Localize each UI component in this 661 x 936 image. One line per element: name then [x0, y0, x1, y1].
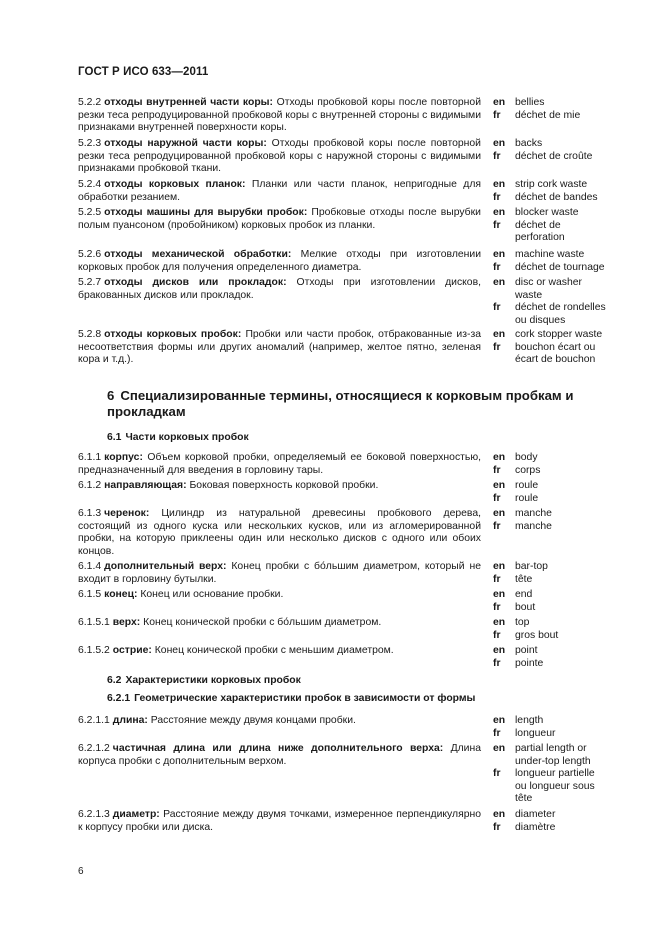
en-equivalent-row — [493, 809, 633, 822]
term-equivalents — [493, 561, 633, 586]
fr-term: roule — [515, 492, 539, 504]
en-equivalent-row — [493, 290, 633, 303]
en-term: backs — [515, 138, 543, 149]
fr-equivalent-row — [493, 521, 633, 534]
term-name: отходы внутренней части коры: — [104, 97, 274, 108]
term-name: длина: — [112, 715, 148, 726]
en-equivalent-row — [493, 589, 633, 602]
section-number: 6 — [107, 388, 115, 403]
term-equivalents — [493, 179, 633, 204]
term-text: Расстояние между двумя точками, измеренное перпендикулярно к корпусу пробки или диска. — [78, 809, 481, 833]
fr-equivalent-row — [493, 465, 633, 478]
term-number: 6.1.5.1 — [78, 617, 110, 628]
term-definition — [78, 207, 481, 232]
term-name: отходы дисков или прокладок: — [104, 277, 287, 288]
language-code: fr — [493, 821, 501, 833]
en-equivalent-row — [493, 561, 633, 574]
term-number: 5.2.3 — [78, 138, 102, 149]
subsection-title: Характеристики корковых пробок — [125, 675, 301, 686]
fr-term: longueur partielle — [515, 768, 595, 780]
fr-term: déchet de croûte — [515, 150, 593, 162]
en-term: disc or washer — [515, 277, 582, 288]
term-definition — [78, 179, 481, 204]
term-equivalents — [493, 589, 633, 614]
en-term: bar-top — [515, 561, 548, 572]
section-title: Специализированные термины, относящиеся к корковым пробкам и прокладкам — [107, 388, 574, 419]
term-definition — [78, 480, 481, 493]
term-name: острие: — [112, 645, 152, 656]
term-number: 6.1.5 — [78, 589, 102, 600]
fr-term: déchet de tournage — [515, 261, 605, 273]
en-term: body — [515, 452, 538, 463]
en-equivalent-row — [493, 207, 633, 220]
language-code: en — [493, 452, 506, 463]
en-equivalent-row — [493, 617, 633, 630]
en-term: end — [515, 589, 533, 600]
en-equivalent-row — [493, 249, 633, 262]
term-equivalents — [493, 743, 633, 806]
term-number: 5.2.2 — [78, 97, 102, 108]
fr-term: ou longueur sous — [515, 780, 595, 792]
fr-equivalent-row — [493, 793, 633, 806]
en-term: under-top length — [515, 755, 591, 767]
en-equivalent-row — [493, 645, 633, 658]
term-name: диаметр: — [112, 809, 160, 820]
fr-equivalent-row — [493, 232, 633, 245]
language-code: en — [493, 715, 506, 726]
term-equivalents — [493, 249, 633, 274]
language-code: en — [493, 508, 506, 519]
language-code — [493, 290, 515, 303]
document-header: ГОСТ Р ИСО 633—2011 — [78, 66, 209, 78]
fr-term: déchet de bandes — [515, 191, 598, 203]
fr-equivalent-row — [493, 781, 633, 794]
language-code: fr — [493, 464, 501, 476]
language-code: en — [493, 249, 506, 260]
en-equivalent-row — [493, 743, 633, 756]
term-text: Боковая поверхность корковой пробки. — [189, 480, 379, 491]
en-equivalent-row — [493, 179, 633, 192]
term-text: Отходы пробковой коры после повторной резки теса репродуцированной пробковой коры с внутренней стороны с видимыми признаками внутренней поверхности коры. — [78, 97, 482, 134]
language-code: fr — [493, 109, 501, 121]
section-heading-6 — [107, 388, 587, 419]
language-code: fr — [493, 768, 501, 780]
language-code: en — [493, 809, 506, 820]
en-term: bellies — [515, 97, 545, 108]
term-number: 6.1.1 — [78, 452, 102, 463]
fr-equivalent-row — [493, 768, 633, 781]
language-code: fr — [493, 601, 501, 613]
language-code: en — [493, 207, 506, 218]
term-name: отходы механической обработки: — [104, 249, 292, 260]
en-term: manche — [515, 508, 552, 519]
fr-term: perforation — [515, 232, 565, 244]
term-definition — [78, 645, 481, 658]
term-text: Конец или основание пробки. — [140, 589, 284, 600]
subsection-title: Геометрические характеристики пробок в зависимости от формы — [134, 693, 476, 704]
language-code: fr — [493, 219, 501, 231]
term-name: верх: — [112, 617, 141, 628]
language-code — [493, 232, 515, 245]
subsection-heading-6-1 — [107, 432, 249, 443]
fr-term: tête — [515, 573, 533, 585]
fr-term: corps — [515, 464, 541, 476]
page-number: 6 — [78, 866, 84, 877]
term-number: 6.1.5.2 — [78, 645, 110, 656]
language-code: fr — [493, 261, 501, 273]
term-number: 5.2.5 — [78, 207, 102, 218]
fr-term: tête — [515, 793, 533, 805]
language-code: fr — [493, 629, 501, 641]
term-equivalents — [493, 329, 633, 367]
term-equivalents — [493, 97, 633, 122]
term-name: частичная длина или длина ниже дополнительного верха: — [112, 743, 444, 754]
language-code — [493, 354, 515, 367]
en-equivalent-row — [493, 138, 633, 151]
fr-equivalent-row — [493, 658, 633, 671]
subsection-number: 6.2 — [107, 675, 122, 686]
fr-equivalent-row — [493, 220, 633, 233]
fr-term: ou disques — [515, 314, 566, 326]
fr-term: bout — [515, 601, 536, 613]
en-equivalent-row — [493, 329, 633, 342]
term-text: Цилиндр из натуральной древесины пробкового дерева, состоящий из одного куска или нескольких кусков, или из агломерированной пробки, на которую приклеены один или несколько дисков с одного или обоих концов. — [78, 508, 481, 557]
language-code: en — [493, 277, 506, 288]
fr-equivalent-row — [493, 342, 633, 355]
fr-equivalent-row — [493, 602, 633, 615]
en-equivalent-row — [493, 277, 633, 290]
term-equivalents — [493, 617, 633, 642]
en-term: strip cork waste — [515, 179, 588, 190]
language-code — [493, 793, 515, 806]
en-term: cork stopper waste — [515, 329, 603, 340]
term-number: 6.1.3 — [78, 508, 102, 519]
term-name: конец: — [104, 589, 138, 600]
en-equivalent-row — [493, 508, 633, 521]
fr-equivalent-row — [493, 192, 633, 205]
term-equivalents — [493, 715, 633, 740]
subsection-number: 6.1 — [107, 432, 122, 443]
fr-term: déchet de mie — [515, 109, 581, 121]
language-code — [493, 315, 515, 328]
fr-term: écart de bouchon — [515, 354, 596, 366]
term-definition — [78, 715, 481, 728]
term-equivalents — [493, 809, 633, 834]
term-text: Пробковые отходы после вырубки полым пуансоном (пробойником) корковых пробок из планки. — [78, 207, 481, 231]
term-definition — [78, 809, 481, 834]
term-name: черенок: — [104, 508, 150, 519]
en-term: waste — [515, 289, 543, 301]
en-term: roule — [515, 480, 539, 491]
subsection-number: 6.2.1 — [107, 693, 131, 704]
fr-equivalent-row — [493, 302, 633, 315]
subsection-heading-6-2 — [107, 675, 301, 686]
term-definition — [78, 589, 481, 602]
term-definition — [78, 743, 481, 768]
en-term: point — [515, 645, 538, 656]
term-definition — [78, 452, 481, 477]
term-number: 5.2.7 — [78, 277, 102, 288]
term-equivalents — [493, 277, 633, 327]
term-definition — [78, 561, 481, 586]
term-definition — [78, 277, 481, 302]
language-code: fr — [493, 492, 501, 504]
term-name: отходы корковых пробок: — [104, 329, 242, 340]
fr-term: pointe — [515, 657, 544, 669]
fr-term: longueur — [515, 727, 556, 739]
subsection-title: Части корковых пробок — [125, 432, 249, 443]
en-equivalent-row — [493, 756, 633, 769]
en-term: partial length or — [515, 743, 587, 754]
term-text: Пробки или части пробок, отбракованные из-за несоответствия формы или других аномалий (например, желтое пятно, зеленая кора и т.д.). — [78, 329, 481, 366]
term-number: 5.2.8 — [78, 329, 102, 340]
term-name: отходы машины для вырубки пробок: — [104, 207, 308, 218]
en-equivalent-row — [493, 97, 633, 110]
term-definition — [78, 617, 481, 630]
term-text: Расстояние между двумя концами пробки. — [150, 715, 356, 726]
term-text: Отходы при изготовлении дисков, бракованных дисков или прокладок. — [78, 277, 481, 301]
fr-term: bouchon écart ou — [515, 341, 596, 353]
en-term: length — [515, 715, 544, 726]
term-number: 6.2.1.2 — [78, 743, 110, 754]
language-code: fr — [493, 727, 501, 739]
term-name: направляющая: — [104, 480, 187, 491]
term-text: Объем корковой пробки, определяемый ее боковой поверхностью, предназначенный для введения в горловину тары. — [78, 452, 481, 476]
fr-term: gros bout — [515, 629, 559, 641]
fr-equivalent-row — [493, 262, 633, 275]
language-code: en — [493, 138, 506, 149]
fr-equivalent-row — [493, 822, 633, 835]
term-name: дополнительный верх: — [104, 561, 227, 572]
term-number: 5.2.6 — [78, 249, 102, 260]
en-term: machine waste — [515, 249, 585, 260]
language-code: en — [493, 561, 506, 572]
language-code: fr — [493, 150, 501, 162]
language-code: en — [493, 743, 506, 754]
en-equivalent-row — [493, 452, 633, 465]
term-equivalents — [493, 480, 633, 505]
term-text: Длина корпуса пробки с дополнительным верхом. — [78, 743, 481, 767]
en-equivalent-row — [493, 480, 633, 493]
en-equivalent-row — [493, 715, 633, 728]
term-definition — [78, 138, 481, 176]
term-number: 6.1.4 — [78, 561, 102, 572]
term-text: Мелкие отходы при изготовлении корковых пробок для получения определенного диаметра. — [78, 249, 482, 273]
fr-equivalent-row — [493, 354, 633, 367]
fr-term: manche — [515, 520, 552, 532]
language-code: en — [493, 97, 506, 108]
term-name: корпус: — [104, 452, 143, 463]
fr-equivalent-row — [493, 493, 633, 506]
subsection-heading-6-2-1 — [107, 693, 475, 704]
language-code: fr — [493, 520, 501, 532]
term-equivalents — [493, 452, 633, 477]
term-name: отходы наружной части коры: — [104, 138, 267, 149]
language-code: en — [493, 645, 506, 656]
language-code: en — [493, 179, 506, 190]
term-text: Конец конической пробки с бо́льшим диаметром. — [143, 617, 382, 628]
en-term: top — [515, 617, 530, 628]
fr-term: déchet de — [515, 219, 561, 231]
term-text: Планки или части планок, непригодные для обработки резанием. — [78, 179, 482, 203]
fr-equivalent-row — [493, 728, 633, 741]
language-code: en — [493, 329, 506, 340]
language-code: fr — [493, 657, 501, 669]
term-equivalents — [493, 138, 633, 163]
term-number: 5.2.4 — [78, 179, 102, 190]
language-code: fr — [493, 302, 501, 314]
term-text: Конец конической пробки с меньшим диаметром. — [154, 645, 394, 656]
language-code: fr — [493, 191, 501, 203]
language-code: en — [493, 589, 506, 600]
fr-equivalent-row — [493, 110, 633, 123]
term-number: 6.2.1.3 — [78, 809, 110, 820]
term-equivalents — [493, 207, 633, 245]
term-definition — [78, 249, 481, 274]
language-code: fr — [493, 573, 501, 585]
term-definition — [78, 329, 481, 367]
fr-equivalent-row — [493, 151, 633, 164]
language-code: en — [493, 617, 506, 628]
fr-term: déchet de rondelles — [515, 302, 606, 314]
term-definition — [78, 97, 481, 135]
term-equivalents — [493, 508, 633, 533]
term-text: Конец пробки с бо́льшим диаметром, который не входит в горловину бутылки. — [78, 561, 481, 585]
term-text: Отходы пробковой коры после повторной резки теса репродуцированной пробковой коры с наружной стороны с видимыми признаками пробковой ткани. — [78, 138, 481, 175]
fr-equivalent-row — [493, 630, 633, 643]
fr-equivalent-row — [493, 315, 633, 328]
term-number: 6.2.1.1 — [78, 715, 110, 726]
language-code: fr — [493, 341, 501, 353]
term-number: 6.1.2 — [78, 480, 102, 491]
language-code — [493, 781, 515, 794]
language-code: en — [493, 480, 506, 491]
en-term: diameter — [515, 809, 556, 820]
en-term: blocker waste — [515, 207, 579, 218]
fr-equivalent-row — [493, 574, 633, 587]
fr-term: diamètre — [515, 821, 556, 833]
term-definition — [78, 508, 481, 558]
language-code — [493, 756, 515, 769]
term-name: отходы корковых планок: — [104, 179, 246, 190]
term-equivalents — [493, 645, 633, 670]
